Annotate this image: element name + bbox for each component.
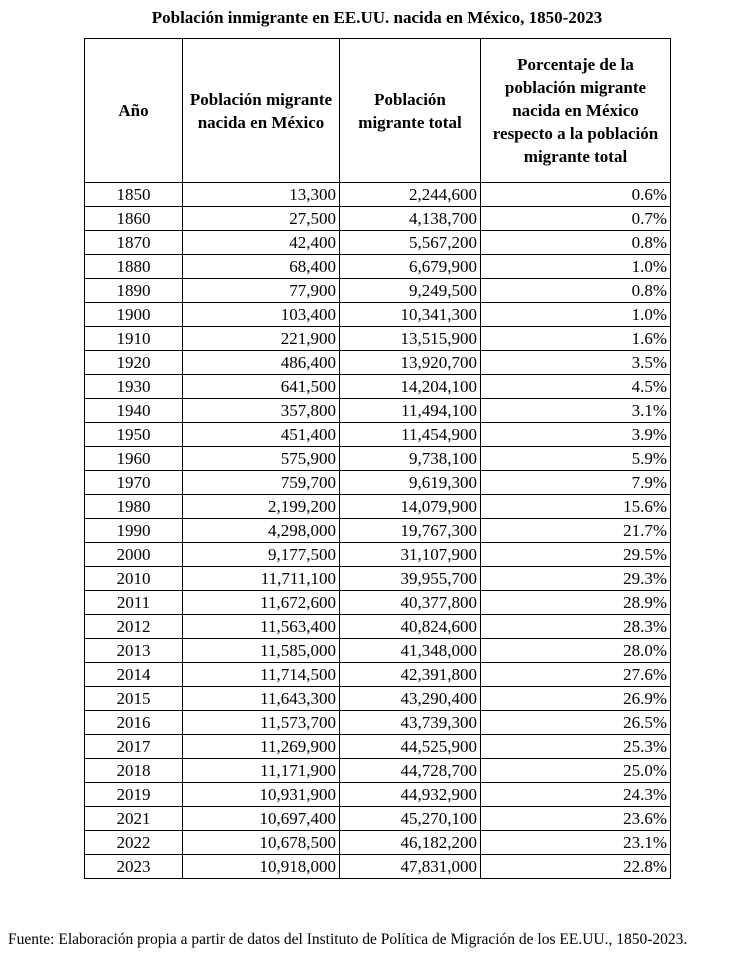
cell-year: 1860 [85, 207, 183, 231]
cell-year: 2011 [85, 591, 183, 615]
cell-percent: 0.8% [481, 279, 671, 303]
cell-mexico-born: 11,573,700 [183, 711, 340, 735]
cell-total: 11,454,900 [340, 423, 481, 447]
cell-year: 2015 [85, 687, 183, 711]
cell-percent: 21.7% [481, 519, 671, 543]
cell-mexico-born: 10,678,500 [183, 831, 340, 855]
cell-total: 41,348,000 [340, 639, 481, 663]
cell-mexico-born: 759,700 [183, 471, 340, 495]
migration-table [84, 38, 671, 879]
header-year: Año [85, 39, 183, 183]
cell-year: 1980 [85, 495, 183, 519]
header-total: Población migrante total [340, 39, 481, 183]
table-row [85, 615, 671, 639]
cell-mexico-born: 10,931,900 [183, 783, 340, 807]
cell-mexico-born: 4,298,000 [183, 519, 340, 543]
cell-total: 13,920,700 [340, 351, 481, 375]
source-note: Fuente: Elaboración propia a partir de datos del Instituto de Política de Migración de los EE.UU., 1850-2023. [8, 931, 688, 948]
cell-percent: 0.6% [481, 183, 671, 207]
cell-year: 2013 [85, 639, 183, 663]
cell-year: 1890 [85, 279, 183, 303]
header-mexico-born: Población migrante nacida en México [183, 39, 340, 183]
table-row [85, 447, 671, 471]
table-row [85, 735, 671, 759]
cell-year: 2021 [85, 807, 183, 831]
cell-year: 1880 [85, 255, 183, 279]
cell-percent: 29.3% [481, 567, 671, 591]
table-row [85, 375, 671, 399]
cell-percent: 7.9% [481, 471, 671, 495]
cell-percent: 1.0% [481, 303, 671, 327]
cell-year: 1900 [85, 303, 183, 327]
cell-year: 1990 [85, 519, 183, 543]
cell-year: 2014 [85, 663, 183, 687]
cell-mexico-born: 11,714,500 [183, 663, 340, 687]
cell-total: 5,567,200 [340, 231, 481, 255]
cell-year: 2017 [85, 735, 183, 759]
cell-percent: 25.0% [481, 759, 671, 783]
table-row [85, 663, 671, 687]
cell-year: 1970 [85, 471, 183, 495]
cell-year: 1930 [85, 375, 183, 399]
cell-year: 1870 [85, 231, 183, 255]
cell-total: 43,290,400 [340, 687, 481, 711]
table-row [85, 591, 671, 615]
cell-mexico-born: 68,400 [183, 255, 340, 279]
cell-year: 1940 [85, 399, 183, 423]
cell-year: 2023 [85, 855, 183, 879]
cell-mexico-born: 103,400 [183, 303, 340, 327]
table-row [85, 255, 671, 279]
cell-percent: 5.9% [481, 447, 671, 471]
cell-total: 39,955,700 [340, 567, 481, 591]
cell-year: 2018 [85, 759, 183, 783]
table-row [85, 231, 671, 255]
table-row [85, 831, 671, 855]
cell-total: 9,738,100 [340, 447, 481, 471]
cell-total: 14,204,100 [340, 375, 481, 399]
cell-percent: 26.9% [481, 687, 671, 711]
cell-mexico-born: 11,585,000 [183, 639, 340, 663]
table-row [85, 279, 671, 303]
cell-mexico-born: 10,697,400 [183, 807, 340, 831]
cell-mexico-born: 9,177,500 [183, 543, 340, 567]
cell-total: 43,739,300 [340, 711, 481, 735]
table-row [85, 351, 671, 375]
cell-mexico-born: 641,500 [183, 375, 340, 399]
cell-total: 40,824,600 [340, 615, 481, 639]
cell-mexico-born: 42,400 [183, 231, 340, 255]
cell-percent: 0.7% [481, 207, 671, 231]
table-row [85, 543, 671, 567]
cell-total: 44,525,900 [340, 735, 481, 759]
cell-percent: 28.9% [481, 591, 671, 615]
cell-total: 42,391,800 [340, 663, 481, 687]
cell-percent: 0.8% [481, 231, 671, 255]
cell-total: 2,244,600 [340, 183, 481, 207]
cell-total: 44,728,700 [340, 759, 481, 783]
cell-year: 1910 [85, 327, 183, 351]
table-row [85, 855, 671, 879]
cell-mexico-born: 11,563,400 [183, 615, 340, 639]
table-row [85, 423, 671, 447]
cell-total: 44,932,900 [340, 783, 481, 807]
cell-percent: 22.8% [481, 855, 671, 879]
cell-total: 10,341,300 [340, 303, 481, 327]
cell-mexico-born: 451,400 [183, 423, 340, 447]
cell-mexico-born: 486,400 [183, 351, 340, 375]
cell-mexico-born: 77,900 [183, 279, 340, 303]
cell-year: 2000 [85, 543, 183, 567]
header-row [85, 39, 671, 183]
cell-mexico-born: 575,900 [183, 447, 340, 471]
cell-percent: 3.1% [481, 399, 671, 423]
cell-total: 11,494,100 [340, 399, 481, 423]
cell-total: 9,249,500 [340, 279, 481, 303]
cell-total: 13,515,900 [340, 327, 481, 351]
cell-mexico-born: 11,711,100 [183, 567, 340, 591]
cell-total: 9,619,300 [340, 471, 481, 495]
cell-total: 31,107,900 [340, 543, 481, 567]
cell-year: 2010 [85, 567, 183, 591]
cell-year: 1960 [85, 447, 183, 471]
cell-year: 1850 [85, 183, 183, 207]
cell-total: 47,831,000 [340, 855, 481, 879]
cell-percent: 3.9% [481, 423, 671, 447]
cell-mexico-born: 27,500 [183, 207, 340, 231]
cell-percent: 26.5% [481, 711, 671, 735]
table-row [85, 807, 671, 831]
cell-percent: 28.3% [481, 615, 671, 639]
cell-year: 1920 [85, 351, 183, 375]
cell-percent: 3.5% [481, 351, 671, 375]
cell-percent: 1.6% [481, 327, 671, 351]
table-row [85, 519, 671, 543]
cell-percent: 27.6% [481, 663, 671, 687]
cell-year: 2022 [85, 831, 183, 855]
cell-mexico-born: 11,269,900 [183, 735, 340, 759]
cell-mexico-born: 13,300 [183, 183, 340, 207]
cell-total: 46,182,200 [340, 831, 481, 855]
table-row [85, 495, 671, 519]
cell-percent: 25.3% [481, 735, 671, 759]
table-row [85, 399, 671, 423]
cell-percent: 1.0% [481, 255, 671, 279]
cell-mexico-born: 2,199,200 [183, 495, 340, 519]
table-row [85, 471, 671, 495]
cell-percent: 15.6% [481, 495, 671, 519]
cell-mexico-born: 11,643,300 [183, 687, 340, 711]
table-row [85, 207, 671, 231]
cell-year: 1950 [85, 423, 183, 447]
table-row [85, 183, 671, 207]
table-row [85, 639, 671, 663]
table-row [85, 711, 671, 735]
cell-percent: 29.5% [481, 543, 671, 567]
cell-total: 19,767,300 [340, 519, 481, 543]
cell-percent: 23.6% [481, 807, 671, 831]
cell-mexico-born: 11,672,600 [183, 591, 340, 615]
cell-year: 2016 [85, 711, 183, 735]
table-row [85, 327, 671, 351]
cell-mexico-born: 221,900 [183, 327, 340, 351]
table-row [85, 783, 671, 807]
cell-percent: 24.3% [481, 783, 671, 807]
cell-percent: 4.5% [481, 375, 671, 399]
table-row [85, 759, 671, 783]
cell-percent: 23.1% [481, 831, 671, 855]
table-title: Población inmigrante en EE.UU. nacida en México, 1850-2023 [151, 8, 603, 27]
cell-total: 14,079,900 [340, 495, 481, 519]
table-row [85, 567, 671, 591]
cell-total: 45,270,100 [340, 807, 481, 831]
header-percent: Porcentaje de la población migrante nacida en México respecto a la población migrante total [481, 39, 671, 183]
cell-percent: 28.0% [481, 639, 671, 663]
table-body [85, 183, 671, 879]
cell-mexico-born: 10,918,000 [183, 855, 340, 879]
cell-total: 6,679,900 [340, 255, 481, 279]
cell-mexico-born: 357,800 [183, 399, 340, 423]
cell-mexico-born: 11,171,900 [183, 759, 340, 783]
cell-year: 2019 [85, 783, 183, 807]
table-row [85, 303, 671, 327]
table-row [85, 687, 671, 711]
cell-total: 40,377,800 [340, 591, 481, 615]
cell-total: 4,138,700 [340, 207, 481, 231]
cell-year: 2012 [85, 615, 183, 639]
